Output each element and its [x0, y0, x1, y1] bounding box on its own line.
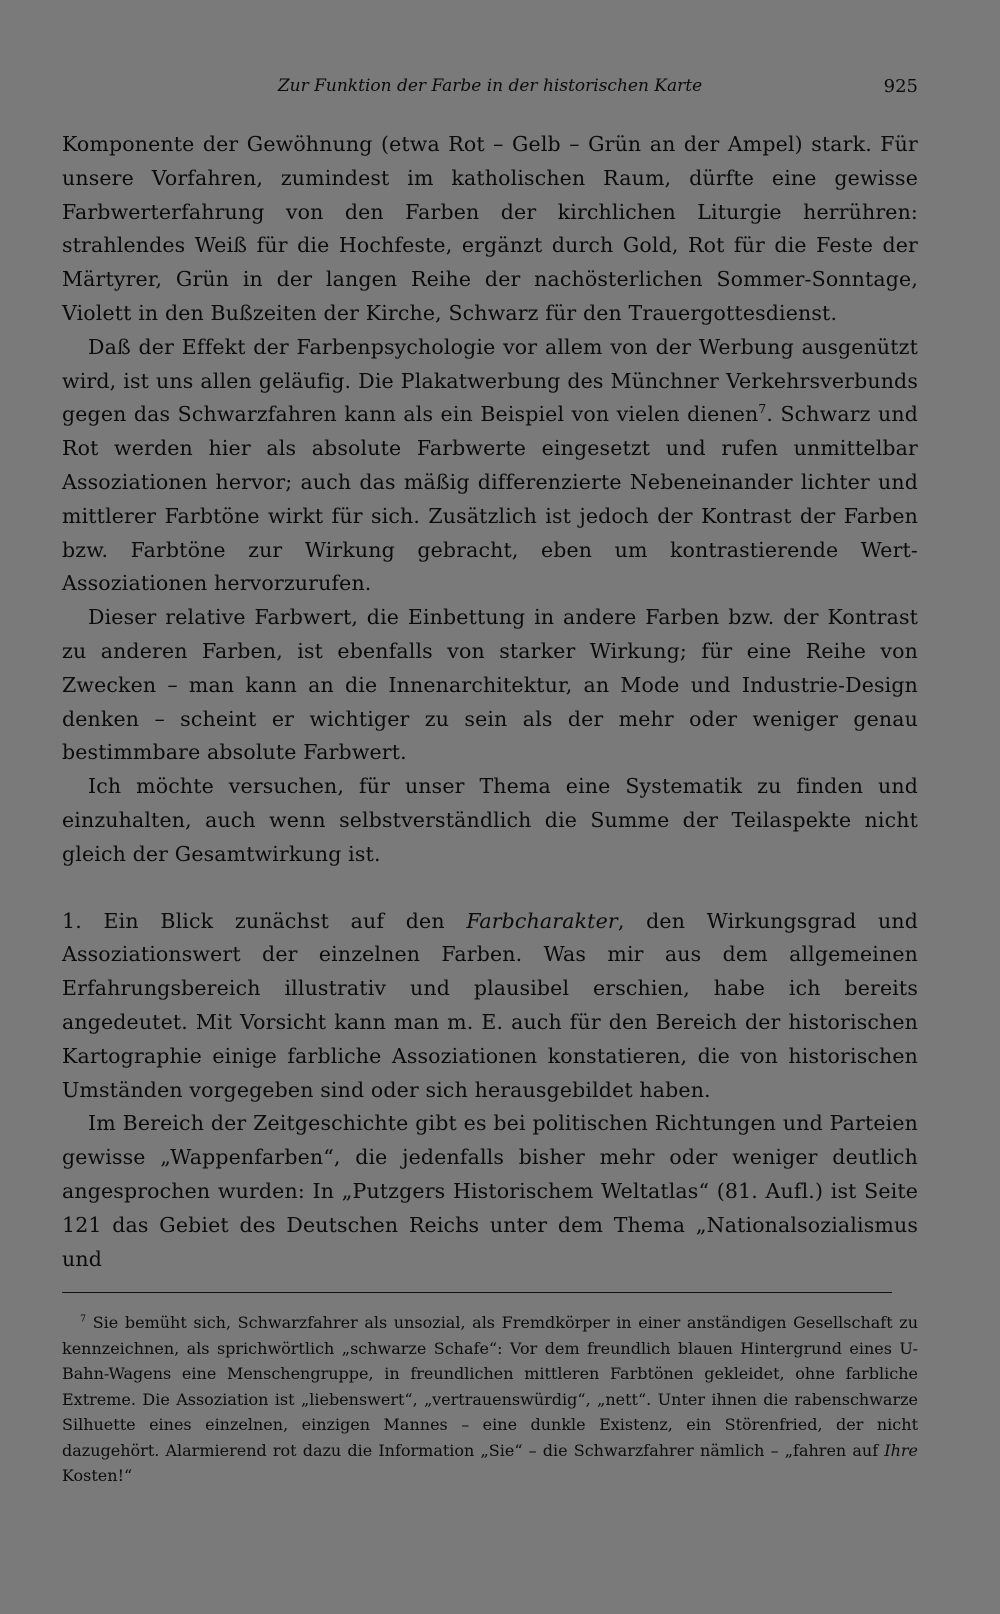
paragraph-6	[62, 1107, 918, 1276]
footnote-reference: 7	[758, 402, 767, 417]
paragraph-6-text: Im Bereich der Zeitgeschichte gibt es bei politischen Richtungen und Parteien gewisse „Wappenfarben“, die jedenfalls bisher mehr oder weniger deutlich angesprochen wurden: In „Putzgers Historischem Weltatlas“ (81. Aufl.) ist Seite 121 das Gebiet des Deutschen Reichs unter dem Thema „Nationalsozialismus und	[62, 1111, 918, 1271]
paragraph-4-text: Ich möchte versuchen, für unser Thema eine Systematik zu finden und einzuhalten, auch wenn selbstverständlich die Summe der Teilaspekte nicht gleich der Gesamtwirkung ist.	[62, 774, 918, 866]
section-gap	[62, 872, 918, 905]
paragraph-1-text: Komponente der Gewöhnung (etwa Rot – Gelb – Grün an der Ampel) stark. Für unsere Vorfahren, zumindest im katholischen Raum, dürfte eine gewisse Farbwerterfahrung von den Farben der kirchlichen Liturgie herrühren: strahlendes Weiß für die Hochfeste, ergänzt durch Gold, Rot für die Feste der Märtyrer, Grün in der langen Reihe der nachösterlichen Sommer-Sonntage, Violett in den Bußzeiten der Kirche, Schwarz für den Trauergottesdienst.	[62, 132, 918, 325]
footnote-number: 7	[80, 1313, 87, 1325]
paragraph-5-text-a: 1. Ein Blick zunächst auf den	[62, 908, 467, 933]
book-page	[62, 70, 918, 1570]
main-text	[62, 128, 918, 1276]
paragraph-4	[62, 770, 918, 871]
paragraph-2-text-b: . Schwarz und Rot werden hier als absolute Farbwerte eingesetzt und rufen unmittelbar Assoziationen hervor; auch das mäßig differenzierte Nebeneinander lichter und mittlerer Farbtöne wirkt für sich. Zusätzlich ist jedoch der Kontrast der Farben bzw. Farbtöne zur Wirkung gebracht, eben um kontrastierende Wert-Assoziationen hervorzurufen.	[62, 402, 919, 596]
footnote-text-b: Kosten!“	[62, 1466, 133, 1485]
paragraph-5-emphasis: Farbcharakter	[466, 908, 618, 933]
paragraph-1	[62, 128, 918, 331]
footnote-divider	[62, 1292, 892, 1293]
running-head	[62, 70, 918, 110]
paragraph-5-text-b: , den Wirkungsgrad und Assoziationswert der einzelnen Farben. Was mir aus dem allgemeinen Erfahrungsbereich illustrativ und plausibel erschien, habe ich bereits angedeutet. Mit Vorsicht kann man m. E. auch für den Bereich der historischen Kartographie einige farbliche Assoziationen konstatieren, die von historischen Umständen vorgegeben sind oder sich herausgebildet haben.	[62, 908, 918, 1102]
page-number: 925	[883, 76, 918, 97]
footnote-7	[62, 1310, 918, 1489]
paragraph-5	[62, 905, 918, 1108]
paragraph-2	[62, 331, 918, 601]
footnote-text-a: Sie bemüht sich, Schwarzfahrer als unsozial, als Fremdkörper in einer anständigen Gesellschaft zu kennzeichnen, als sprichwörtlich „schwarze Schafe“: Vor dem freundlich blauen Hintergrund eines U-Bahn-Wagens eine Menschengruppe, in freundlichen mittleren Farbtönen gekleidet, ohne farbliche Extreme. Die Assoziation ist „liebenswert“, „vertrauenswürdig“, „nett“. Unter ihnen die rabenschwarze Silhuette eines einzelnen, einzigen Mannes – eine dunkle Existenz, ein Störenfried, der nicht dazugehört. Alarmierend rot dazu die Information „Sie“ – die Schwarzfahrer nämlich – „fahren auf	[62, 1313, 918, 1460]
paragraph-2-text-a: Daß der Effekt der Farbenpsychologie vor allem von der Werbung ausgenützt wird, ist uns allen geläufig. Die Plakatwerbung des Münchner Verkehrsverbunds gegen das Schwarzfahren kann als ein Beispiel von vielen dienen	[62, 334, 918, 427]
footnote-emphasis: Ihre	[884, 1440, 918, 1460]
footnotes	[62, 1310, 918, 1489]
paragraph-3	[62, 601, 918, 770]
paragraph-3-text: Dieser relative Farbwert, die Einbettung in andere Farben bzw. der Kontrast zu anderen Farben, ist ebenfalls von starker Wirkung; für eine Reihe von Zwecken – man kann an die Innenarchitektur, an Mode und Industrie-Design denken – scheint er wichtiger zu sein als der mehr oder weniger genau bestimmbare absolute Farbwert.	[62, 605, 918, 765]
running-head-title: Zur Funktion der Farbe in der historischen Karte	[277, 76, 703, 96]
